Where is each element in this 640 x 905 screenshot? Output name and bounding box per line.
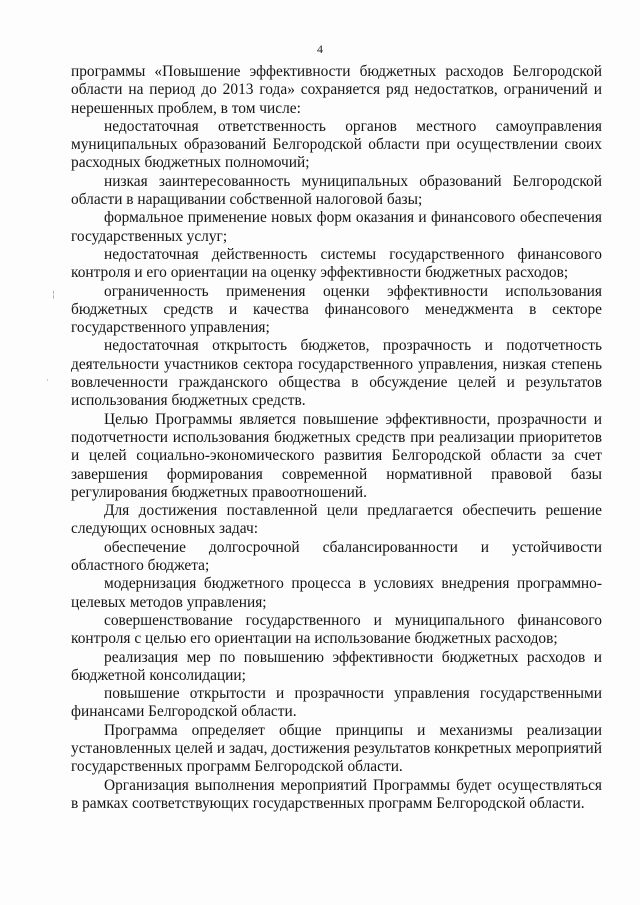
paragraph-list-item: ограниченность применения оценки эффективности использования бюджетных средств и качества финансового менеджмента в секторе государственного управления;: [71, 282, 602, 337]
paragraph-list-item: недостаточная открытость бюджетов, прозрачность и подотчетность деятельности участников сектора государственного управления, низкая степень вовлеченности гражданского общества в обсуждение целей и результатов использования бюджетных средств.: [71, 337, 602, 410]
paragraph-task: реализация мер по повышению эффективности бюджетных расходов и бюджетной консолидации;: [71, 648, 602, 684]
paragraph-list-item: недостаточная ответственность органов местного самоуправления муниципальных образований Белгородской области при осуществлении своих расходных бюджетных полномочий;: [71, 117, 602, 172]
scan-speck: ¦: [52, 290, 56, 300]
paragraph-task: модернизация бюджетного процесса в условиях внедрения программно-целевых методов управления;: [71, 575, 602, 611]
paragraph-list-item: недостаточная действенность системы государственного финансового контроля и его ориентации на оценку эффективности бюджетных расходов;: [71, 245, 602, 282]
paragraph-list-item: низкая заинтересованность муниципальных образований Белгородской области в наращивании собственной налоговой базы;: [71, 172, 602, 209]
paragraph-intro: программы «Повышение эффективности бюджетных расходов Белгородской области на период до 2013 года» сохраняется ряд недостатков, ограничений и нерешенных проблем, в том числе:: [71, 63, 602, 117]
paragraph-principles: Программа определяет общие принципы и механизмы реализации установленных целей и задач, достижения результатов конкретных мероприятий государственных программ Белгородской области.: [71, 721, 602, 776]
paragraph-list-item: формальное применение новых форм оказания и финансового обеспечения государственных услуг;: [71, 209, 602, 245]
paragraph-tasks-intro: Для достижения поставленной цели предлагается обеспечить решение следующих основных задач:: [71, 502, 602, 538]
paragraph-organization: Организация выполнения мероприятий Программы будет осуществляться в рамках соответствующих государственных программ Белгородской области.: [71, 776, 602, 812]
paragraph-task: совершенствование государственного и муниципального финансового контроля с целью его ориентации на использование бюджетных расходов;: [71, 611, 602, 648]
paragraph-goal: Целью Программы является повышение эффективности, прозрачности и подотчетности использования бюджетных средств при реализации приоритетов и целей социально-экономического развития Белгородской области за счет завершения формирования современной нормативной правовой базы регулирования бюджетных правоотношений.: [71, 410, 602, 501]
scan-speck: ·: [46, 376, 49, 386]
paragraph-task: повышение открытости и прозрачности управления государственными финансами Белгородской области.: [71, 685, 602, 721]
paragraph-task: обеспечение долгосрочной сбалансированности и устойчивости областного бюджета;: [71, 538, 602, 575]
document-body: [71, 63, 602, 813]
page-number: 4: [317, 42, 323, 56]
